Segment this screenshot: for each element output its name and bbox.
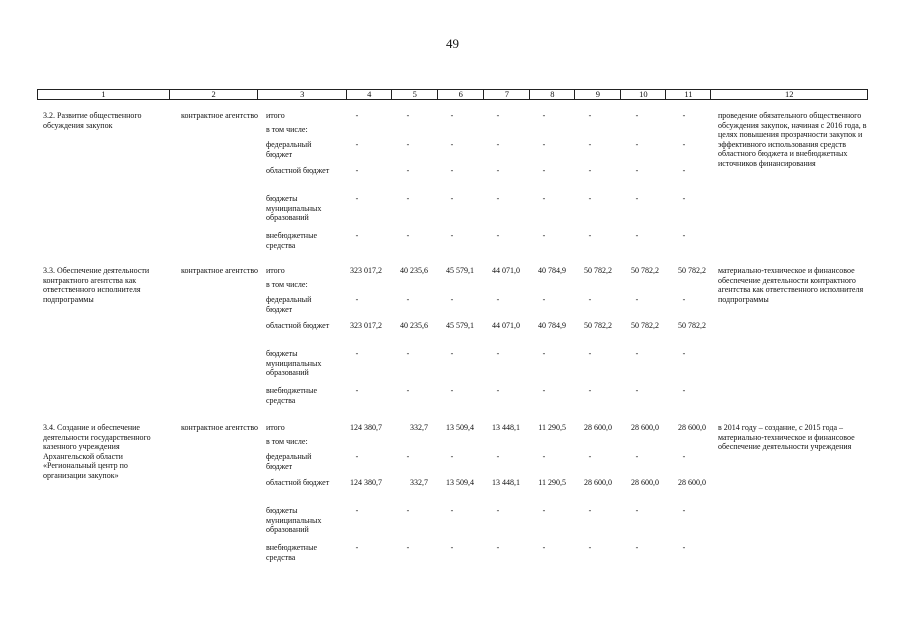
value-cell: 50 782,2 <box>631 266 659 275</box>
value-cell: - <box>682 295 686 304</box>
value-cell: - <box>450 506 454 515</box>
funding-source-label: областной бюджет <box>266 321 330 330</box>
value-cell: - <box>635 386 639 395</box>
header-cell-2: 2 <box>170 90 258 99</box>
header-cell-6: 6 <box>438 90 484 99</box>
value-cell: 13 509,4 <box>446 478 474 487</box>
value-cell: 50 782,2 <box>584 266 612 275</box>
value-cell: - <box>588 295 592 304</box>
value-cell: 44 071,0 <box>492 266 520 275</box>
value-cell: 323 017,2 <box>350 266 382 275</box>
expected-result: в 2014 году – создание, с 2015 года – материально-техническое и финансовое обеспечение деятельности учреждения <box>718 423 855 452</box>
funding-source-label: областной бюджет <box>266 478 330 487</box>
value-cell: - <box>542 231 546 240</box>
funding-source-label: федеральный бюджет <box>266 452 312 471</box>
value-cell: - <box>406 543 410 552</box>
value-cell: 11 290,5 <box>538 423 566 432</box>
page-number: 49 <box>446 36 459 51</box>
expected-result: материально-техническое и финансовое обеспечение деятельности контрактного агентства как ответственного исполнителя подпрограммы <box>718 266 864 304</box>
header-cell-7: 7 <box>484 90 530 99</box>
value-cell: - <box>406 140 410 149</box>
value-cell: - <box>450 231 454 240</box>
value-cell: - <box>635 452 639 461</box>
value-cell: - <box>635 231 639 240</box>
value-cell: 13 448,1 <box>492 478 520 487</box>
value-cell: 28 600,0 <box>631 423 659 432</box>
value-cell: - <box>542 140 546 149</box>
executor: контрактное агентство <box>181 266 259 275</box>
value-cell: - <box>542 386 546 395</box>
value-cell: 332,7 <box>410 478 428 487</box>
value-cell: - <box>406 452 410 461</box>
value-cell: - <box>355 231 359 240</box>
value-cell: 28 600,0 <box>678 423 706 432</box>
value-cell: - <box>496 194 500 203</box>
value-cell: - <box>450 295 454 304</box>
value-cell: 40 235,6 <box>400 266 428 275</box>
value-cell: - <box>635 140 639 149</box>
value-cell: - <box>496 506 500 515</box>
value-cell: - <box>588 166 592 175</box>
value-cell: - <box>682 386 686 395</box>
activity-name: 3.4. Создание и обеспечение деятельности государственного казенного учреждения Архангельской области «Региональный центр по организации закупок» <box>43 423 151 480</box>
value-cell: - <box>496 543 500 552</box>
value-cell: - <box>542 506 546 515</box>
value-cell: 45 579,1 <box>446 321 474 330</box>
value-cell: 11 290,5 <box>538 478 566 487</box>
value-cell: - <box>682 166 686 175</box>
value-cell: - <box>406 166 410 175</box>
value-cell: - <box>588 506 592 515</box>
value-cell: 323 017,2 <box>350 321 382 330</box>
header-cell-3: 3 <box>258 90 347 99</box>
executor: контрактное агентство <box>181 111 259 120</box>
value-cell: - <box>406 194 410 203</box>
value-cell: - <box>450 543 454 552</box>
value-cell: 332,7 <box>410 423 428 432</box>
value-cell: - <box>450 194 454 203</box>
header-cell-8: 8 <box>530 90 575 99</box>
value-cell: - <box>588 543 592 552</box>
value-cell: - <box>588 452 592 461</box>
value-cell: 28 600,0 <box>631 478 659 487</box>
activity-name: 3.2. Развитие общественного обсуждения закупок <box>43 111 142 130</box>
value-cell: - <box>682 506 686 515</box>
header-cell-12: 12 <box>784 89 794 99</box>
value-cell: - <box>542 452 546 461</box>
funding-source-label: итого <box>266 266 285 275</box>
value-cell: - <box>635 295 639 304</box>
funding-source-label: в том числе: <box>266 125 308 134</box>
value-cell: - <box>542 349 546 358</box>
value-cell: - <box>355 452 359 461</box>
header-cell-4: 4 <box>347 90 392 99</box>
value-cell: - <box>588 111 592 120</box>
value-cell: - <box>588 231 592 240</box>
value-cell: - <box>542 166 546 175</box>
value-cell: 50 782,2 <box>631 321 659 330</box>
funding-source-label: в том числе: <box>266 437 308 446</box>
table-header <box>37 89 868 100</box>
value-cell: - <box>542 111 546 120</box>
value-cell: 28 600,0 <box>584 423 612 432</box>
value-cell: - <box>355 166 359 175</box>
value-cell: - <box>355 386 359 395</box>
value-cell: - <box>682 194 686 203</box>
value-cell: - <box>496 295 500 304</box>
value-cell: 40 784,9 <box>538 266 566 275</box>
value-cell: 44 071,0 <box>492 321 520 330</box>
value-cell: - <box>682 231 686 240</box>
funding-source-label: бюджеты муниципальных образований <box>266 506 322 535</box>
header-cell-1: 1 <box>38 90 170 99</box>
value-cell: - <box>355 111 359 120</box>
value-cell: - <box>450 140 454 149</box>
value-cell: - <box>496 231 500 240</box>
value-cell: - <box>355 140 359 149</box>
value-cell: - <box>635 194 639 203</box>
value-cell: 13 448,1 <box>492 423 520 432</box>
value-cell: - <box>542 543 546 552</box>
value-cell: 50 782,2 <box>584 321 612 330</box>
value-cell: - <box>406 231 410 240</box>
value-cell: 13 509,4 <box>446 423 474 432</box>
value-cell: - <box>588 349 592 358</box>
value-cell: - <box>406 386 410 395</box>
value-cell: - <box>355 295 359 304</box>
header-cell-5: 5 <box>392 90 438 99</box>
funding-source-label: итого <box>266 423 285 432</box>
value-cell: - <box>588 140 592 149</box>
funding-source-label: итого <box>266 111 285 120</box>
value-cell: - <box>450 349 454 358</box>
value-cell: - <box>496 111 500 120</box>
value-cell: 50 782,2 <box>678 266 706 275</box>
value-cell: - <box>496 386 500 395</box>
funding-source-label: внебюджетные средства <box>266 386 317 405</box>
value-cell: - <box>635 506 639 515</box>
value-cell: - <box>355 349 359 358</box>
funding-source-label: бюджеты муниципальных образований <box>266 349 322 378</box>
value-cell: - <box>682 349 686 358</box>
funding-source-label: внебюджетные средства <box>266 231 317 250</box>
header-cell-10: 10 <box>621 90 666 99</box>
value-cell: - <box>406 111 410 120</box>
funding-source-label: внебюджетные средства <box>266 543 317 562</box>
value-cell: 124 380,7 <box>350 478 382 487</box>
value-cell: - <box>588 386 592 395</box>
value-cell: - <box>682 452 686 461</box>
value-cell: - <box>406 506 410 515</box>
activity-name: 3.3. Обеспечение деятельности контрактного агентства как ответственного исполнителя подпрограммы <box>43 266 150 304</box>
value-cell: 45 579,1 <box>446 266 474 275</box>
expected-result: проведение обязательного общественного обсуждения закупок, начиная с 2016 года, в целях повышения прозрачности закупок и эффективного использования средств областного бюджета и внебюджетных источников финансирования <box>718 111 867 168</box>
value-cell: - <box>355 543 359 552</box>
value-cell: - <box>682 140 686 149</box>
value-cell: 28 600,0 <box>678 478 706 487</box>
value-cell: - <box>588 194 592 203</box>
value-cell: - <box>542 194 546 203</box>
funding-source-label: в том числе: <box>266 280 308 289</box>
value-cell: - <box>635 349 639 358</box>
value-cell: 124 380,7 <box>350 423 382 432</box>
value-cell: - <box>496 349 500 358</box>
funding-source-label: областной бюджет <box>266 166 330 175</box>
value-cell: - <box>542 295 546 304</box>
funding-source-label: бюджеты муниципальных образований <box>266 194 322 223</box>
executor: контрактное агентство <box>181 423 259 432</box>
header-cell-11: 11 <box>666 90 711 99</box>
value-cell: 28 600,0 <box>584 478 612 487</box>
value-cell: 50 782,2 <box>678 321 706 330</box>
value-cell: 40 784,9 <box>538 321 566 330</box>
funding-source-label: федеральный бюджет <box>266 295 312 314</box>
value-cell: - <box>406 295 410 304</box>
value-cell: - <box>406 349 410 358</box>
value-cell: - <box>635 111 639 120</box>
header-cell-9: 9 <box>575 90 621 99</box>
value-cell: 40 235,6 <box>400 321 428 330</box>
value-cell: - <box>496 140 500 149</box>
value-cell: - <box>635 543 639 552</box>
value-cell: - <box>450 111 454 120</box>
value-cell: - <box>496 452 500 461</box>
value-cell: - <box>450 452 454 461</box>
value-cell: - <box>355 506 359 515</box>
value-cell: - <box>635 166 639 175</box>
value-cell: - <box>496 166 500 175</box>
value-cell: - <box>450 166 454 175</box>
value-cell: - <box>682 111 686 120</box>
value-cell: - <box>682 543 686 552</box>
value-cell: - <box>450 386 454 395</box>
value-cell: - <box>355 194 359 203</box>
funding-source-label: федеральный бюджет <box>266 140 312 159</box>
